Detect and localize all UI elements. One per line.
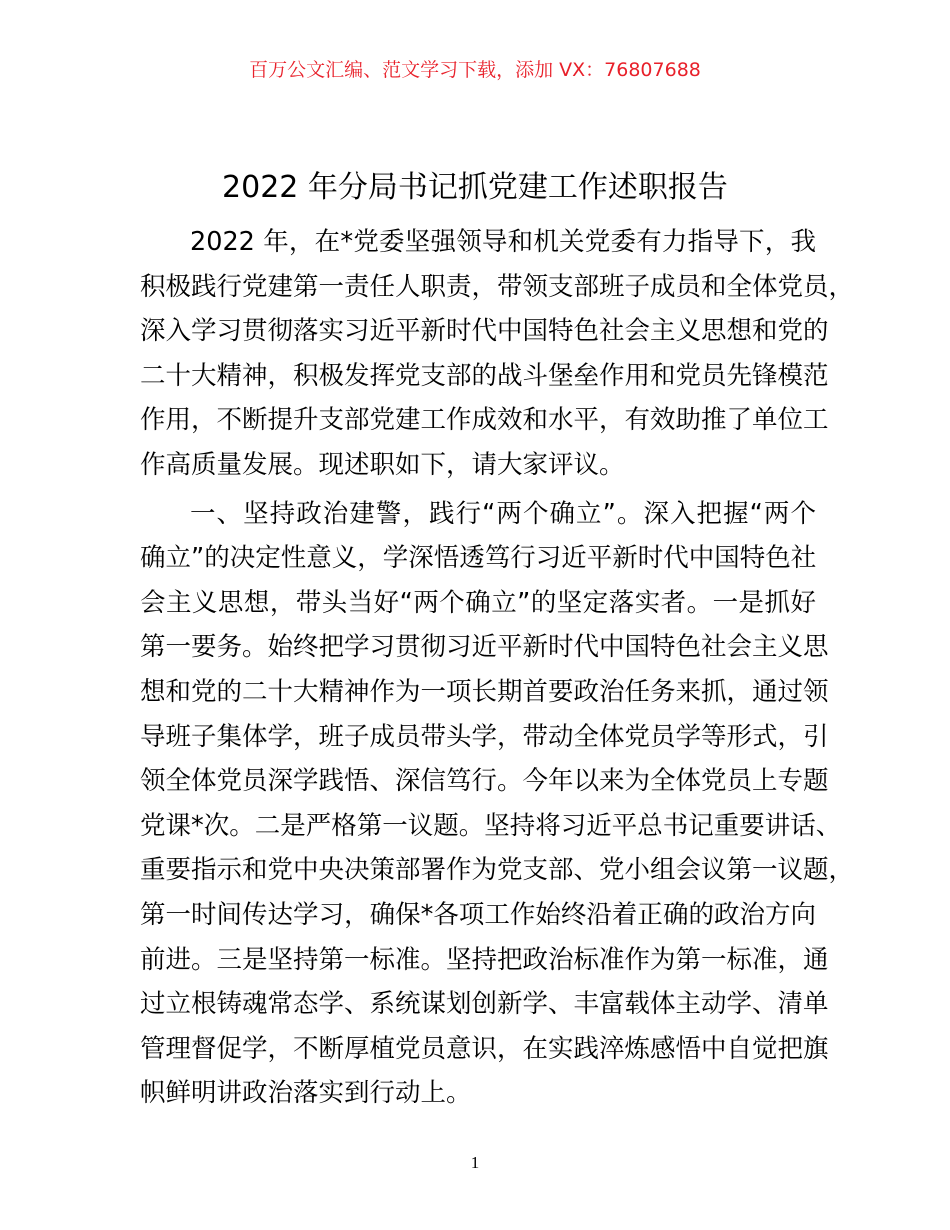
text-line: 过立根铸魂常态学、系统谋划创新学、丰富载体主动学、清单 xyxy=(140,989,829,1020)
text-line: 管理督促学，不断厚植党员意识，在实践淬炼感悟中自觉把旗 xyxy=(140,1033,829,1064)
text-line: 重要指示和党中央决策部署作为党支部、党小组会议第一议题， xyxy=(140,855,855,886)
document-title: 2022 年分局书记抓党建工作述职报告 xyxy=(222,170,728,205)
text-line: 确立”的决定性意义，学深悟透笃行习近平新时代中国特色社 xyxy=(140,543,817,574)
text-line: 帜鲜明讲政治落实到行动上。 xyxy=(140,1078,472,1109)
text-line: 第一要务。始终把学习贯彻习近平新时代中国特色社会主义思 xyxy=(140,632,829,663)
text-line: 2022 年，在*党委坚强领导和机关党委有力指导下，我 xyxy=(190,227,816,257)
paragraph-section-1 xyxy=(140,492,855,1116)
page-number: 1 xyxy=(470,1153,480,1172)
text-line: 前进。三是坚持第一标准。坚持把政治标准作为第一标准，通 xyxy=(140,944,829,975)
text-line: 作高质量发展。现述职如下，请大家评议。 xyxy=(140,449,625,480)
text-line: 积极践行党建第一责任人职责，带领支部班子成员和全体党员， xyxy=(140,271,855,302)
watermark-header: 百万公文汇编、范文学习下载，添加 VX：76807688 xyxy=(249,59,701,81)
text-line: 想和党的二十大精神作为一项长期首要政治任务来抓，通过领 xyxy=(140,676,829,707)
text-line: 党课*次。二是严格第一议题。坚持将习近平总书记重要讲话、 xyxy=(140,810,842,841)
document-body xyxy=(140,220,855,1120)
text-line: 会主义思想，带头当好“两个确立”的坚定落实者。一是抓好 xyxy=(140,587,816,618)
text-line: 二十大精神，积极发挥党支部的战斗堡垒作用和党员先锋模范 xyxy=(140,360,829,391)
text-line: 一、坚持政治建警，践行“两个确立”。深入把握“两个 xyxy=(190,498,816,529)
text-line: 导班子集体学，班子成员带头学，带动全体党员学等形式，引 xyxy=(140,721,829,752)
paragraph-intro xyxy=(140,220,855,488)
text-line: 作用，不断提升支部党建工作成效和水平，有效助推了单位工 xyxy=(140,405,829,436)
text-line: 领全体党员深学践悟、深信笃行。今年以来为全体党员上专题 xyxy=(140,766,829,797)
text-line: 深入学习贯彻落实习近平新时代中国特色社会主义思想和党的 xyxy=(140,316,829,347)
text-line: 第一时间传达学习，确保*各项工作始终沿着正确的政治方向 xyxy=(140,899,816,930)
